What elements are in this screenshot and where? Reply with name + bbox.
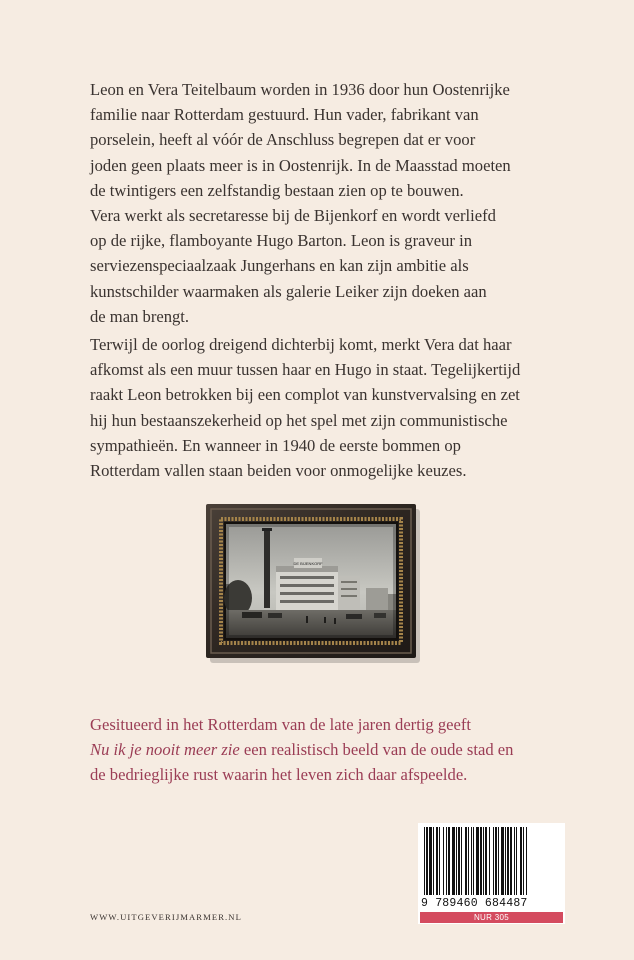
barcode-bar: [505, 827, 506, 895]
barcode-bar: [489, 827, 490, 895]
barcode-bar: [468, 827, 469, 895]
barcode-bar: [520, 827, 522, 895]
barcode-bar: [514, 827, 515, 895]
blurb-line: op de rijke, flamboyante Hugo Barton. Leon is graveur in: [90, 231, 473, 251]
barcode-bar: [456, 827, 457, 895]
framed-photo-image: [206, 504, 421, 664]
blurb-paragraph-2: [90, 332, 590, 483]
barcode-bar: [433, 827, 434, 895]
book-title: Nu ik je nooit meer zie: [90, 740, 240, 760]
blurb-line: Terwijl de oorlog dreigend dichterbij komt, merkt Vera dat haar: [90, 335, 512, 354]
blurb-line: hij hun bestaanszekerheid op het spel met zijn communistische: [90, 410, 508, 430]
barcode-bar: [507, 827, 509, 895]
barcode-bar: [510, 827, 512, 895]
barcode-bar: [483, 827, 484, 895]
blurb-line: de man brengt.: [90, 306, 190, 326]
tagline-line-2-rest: een realistisch beeld van de oude stad en: [239, 740, 514, 760]
framed-photo: [206, 504, 421, 664]
rotterdam-photo: [224, 524, 396, 638]
barcode-bar: [448, 827, 450, 895]
blurb-line: sympathieën. En wanneer in 1940 de eerste bommen op: [90, 435, 461, 455]
blurb-line: de twintigers een zelfstandig bestaan zien op te bouwen.: [90, 180, 464, 200]
barcode-bar: [439, 827, 440, 895]
barcode-bars: [418, 823, 565, 898]
isbn-digits: 9 789460 684487: [421, 897, 528, 910]
blurb-line: Leon en Vera Teitelbaum worden in 1936 door hun Oostenrijke: [90, 80, 510, 99]
tagline-text: [90, 712, 590, 788]
barcode-bar: [426, 827, 428, 895]
barcode-bar: [493, 827, 494, 895]
barcode-bar: [465, 827, 467, 895]
barcode-bar: [480, 827, 482, 895]
barcode-bar: [485, 827, 487, 895]
blurb-line: joden geen plaats meer is in Oostenrijk. In de Maasstad moeten: [90, 155, 511, 175]
barcode-bar: [424, 827, 425, 895]
blurb-line: Vera werkt als secretaresse bij de Bijenkorf en wordt verliefd: [90, 206, 496, 226]
barcode-bar: [523, 827, 524, 895]
barcode-bar: [473, 827, 474, 895]
blurb-line: familie naar Rotterdam gestuurd. Hun vader, fabrikant van: [90, 105, 479, 125]
barcode-bar: [495, 827, 497, 895]
barcode-bar: [461, 827, 462, 895]
blurb-paragraph-1: [90, 77, 590, 329]
tagline-line-2: [90, 737, 590, 762]
barcode-bar: [501, 827, 504, 895]
blurb-line: kunstschilder waarmaken als galerie Leiker zijn doeken aan: [90, 281, 487, 301]
barcode-bar: [452, 827, 455, 895]
blurb-line: serviezenspeciaalzaak Jungerhans en kan zijn ambitie als: [90, 256, 469, 276]
store-sign-text: DE BIJENKORF: [293, 561, 323, 566]
nur-label: NUR 305: [420, 912, 563, 923]
blurb-line: raakt Leon betrokken bij een complot van kunstvervalsing en zet: [90, 385, 520, 405]
barcode-bar: [443, 827, 444, 895]
publisher-website: WWW.UITGEVERIJMARMER.NL: [90, 912, 242, 922]
barcode-bar: [458, 827, 460, 895]
barcode-bar: [471, 827, 472, 895]
barcode-bar: [526, 827, 527, 895]
barcode-bar: [498, 827, 499, 895]
barcode-bar: [446, 827, 447, 895]
barcode-bar: [476, 827, 479, 895]
blurb-line: Rotterdam vallen staan beiden voor onmogelijke keuzes.: [90, 461, 467, 481]
barcode-bar: [436, 827, 438, 895]
barcode-bar: [516, 827, 517, 895]
blurb-line: porselein, heeft al vóór de Anschluss begrepen dat er voor: [90, 130, 476, 150]
tagline-line-3: de bedrieglijke rust waarin het leven zich daar afspeelde.: [90, 765, 468, 785]
blurb-line: afkomst als een muur tussen haar en Hugo in staat. Tegelijkertijd: [90, 360, 521, 380]
tagline-line-1: Gesitueerd in het Rotterdam van de late jaren dertig geeft: [90, 715, 472, 734]
barcode-bar: [429, 827, 432, 895]
